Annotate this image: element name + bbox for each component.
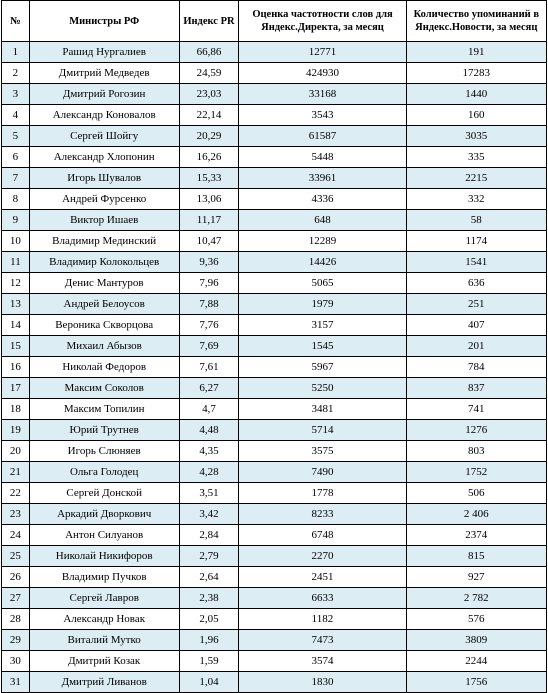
cell-news-mentions: 201 xyxy=(406,336,546,357)
cell-number: 29 xyxy=(2,630,30,651)
table-header xyxy=(2,1,547,42)
cell-minister-name: Владимир Колокольцев xyxy=(29,252,179,273)
cell-number: 13 xyxy=(2,294,30,315)
cell-news-mentions: 407 xyxy=(406,315,546,336)
cell-minister-name: Игорь Слюняев xyxy=(29,441,179,462)
table-row xyxy=(2,399,547,420)
cell-news-mentions: 1276 xyxy=(406,420,546,441)
cell-minister-name: Александр Коновалов xyxy=(29,105,179,126)
cell-minister-name: Андрей Фурсенко xyxy=(29,189,179,210)
cell-pr-index: 10,47 xyxy=(179,231,239,252)
table-row xyxy=(2,525,547,546)
header-news-mentions: Количество упоминаний в Яндекс.Новости, за месяц xyxy=(406,1,546,42)
table-row xyxy=(2,546,547,567)
cell-direct-frequency: 3575 xyxy=(239,441,406,462)
table-row xyxy=(2,252,547,273)
cell-number: 19 xyxy=(2,420,30,441)
cell-pr-index: 2,64 xyxy=(179,567,239,588)
table-row xyxy=(2,231,547,252)
table-row xyxy=(2,651,547,672)
cell-direct-frequency: 3481 xyxy=(239,399,406,420)
cell-pr-index: 15,33 xyxy=(179,168,239,189)
table-row xyxy=(2,567,547,588)
cell-number: 15 xyxy=(2,336,30,357)
cell-direct-frequency: 4336 xyxy=(239,189,406,210)
table-row xyxy=(2,336,547,357)
table-row xyxy=(2,168,547,189)
cell-news-mentions: 636 xyxy=(406,273,546,294)
cell-direct-frequency: 1182 xyxy=(239,609,406,630)
cell-pr-index: 7,69 xyxy=(179,336,239,357)
cell-direct-frequency: 1778 xyxy=(239,483,406,504)
header-row xyxy=(2,1,547,42)
cell-direct-frequency: 5714 xyxy=(239,420,406,441)
cell-pr-index: 9,36 xyxy=(179,252,239,273)
cell-news-mentions: 251 xyxy=(406,294,546,315)
table-row xyxy=(2,378,547,399)
cell-number: 16 xyxy=(2,357,30,378)
cell-pr-index: 11,17 xyxy=(179,210,239,231)
cell-direct-frequency: 12771 xyxy=(239,42,406,63)
cell-pr-index: 4,7 xyxy=(179,399,239,420)
cell-minister-name: Дмитрий Ливанов xyxy=(29,672,179,693)
cell-pr-index: 7,76 xyxy=(179,315,239,336)
cell-pr-index: 7,88 xyxy=(179,294,239,315)
cell-number: 4 xyxy=(2,105,30,126)
cell-news-mentions: 191 xyxy=(406,42,546,63)
cell-news-mentions: 335 xyxy=(406,147,546,168)
cell-news-mentions: 160 xyxy=(406,105,546,126)
cell-direct-frequency: 3543 xyxy=(239,105,406,126)
cell-news-mentions: 3809 xyxy=(406,630,546,651)
cell-number: 3 xyxy=(2,84,30,105)
cell-minister-name: Сергей Донской xyxy=(29,483,179,504)
cell-direct-frequency: 8233 xyxy=(239,504,406,525)
cell-number: 7 xyxy=(2,168,30,189)
cell-number: 28 xyxy=(2,609,30,630)
cell-number: 21 xyxy=(2,462,30,483)
cell-pr-index: 4,35 xyxy=(179,441,239,462)
table-row xyxy=(2,105,547,126)
cell-direct-frequency: 5065 xyxy=(239,273,406,294)
cell-pr-index: 7,61 xyxy=(179,357,239,378)
cell-direct-frequency: 1979 xyxy=(239,294,406,315)
cell-minister-name: Максим Соколов xyxy=(29,378,179,399)
cell-pr-index: 7,96 xyxy=(179,273,239,294)
header-number: № xyxy=(2,1,30,42)
cell-direct-frequency: 5250 xyxy=(239,378,406,399)
table-row xyxy=(2,609,547,630)
cell-minister-name: Сергей Лавров xyxy=(29,588,179,609)
table-row xyxy=(2,42,547,63)
cell-pr-index: 20,29 xyxy=(179,126,239,147)
table-row xyxy=(2,63,547,84)
table-body xyxy=(2,42,547,693)
cell-pr-index: 66,86 xyxy=(179,42,239,63)
cell-minister-name: Денис Мантуров xyxy=(29,273,179,294)
cell-pr-index: 4,48 xyxy=(179,420,239,441)
cell-news-mentions: 58 xyxy=(406,210,546,231)
cell-news-mentions: 1174 xyxy=(406,231,546,252)
cell-number: 11 xyxy=(2,252,30,273)
table-row xyxy=(2,315,547,336)
cell-news-mentions: 2374 xyxy=(406,525,546,546)
cell-number: 2 xyxy=(2,63,30,84)
cell-minister-name: Дмитрий Рогозин xyxy=(29,84,179,105)
cell-minister-name: Юрий Трутнев xyxy=(29,420,179,441)
cell-pr-index: 1,59 xyxy=(179,651,239,672)
cell-news-mentions: 1756 xyxy=(406,672,546,693)
cell-pr-index: 1,96 xyxy=(179,630,239,651)
cell-news-mentions: 1752 xyxy=(406,462,546,483)
cell-minister-name: Вероника Скворцова xyxy=(29,315,179,336)
cell-number: 18 xyxy=(2,399,30,420)
cell-number: 1 xyxy=(2,42,30,63)
cell-direct-frequency: 5967 xyxy=(239,357,406,378)
cell-minister-name: Александр Новак xyxy=(29,609,179,630)
cell-direct-frequency: 7473 xyxy=(239,630,406,651)
cell-direct-frequency: 7490 xyxy=(239,462,406,483)
cell-minister-name: Андрей Белоусов xyxy=(29,294,179,315)
header-pr-index: Индекс PR xyxy=(179,1,239,42)
cell-direct-frequency: 424930 xyxy=(239,63,406,84)
cell-number: 23 xyxy=(2,504,30,525)
cell-news-mentions: 927 xyxy=(406,567,546,588)
cell-pr-index: 24,59 xyxy=(179,63,239,84)
cell-number: 24 xyxy=(2,525,30,546)
cell-pr-index: 16,26 xyxy=(179,147,239,168)
table-row xyxy=(2,210,547,231)
cell-pr-index: 2,38 xyxy=(179,588,239,609)
cell-news-mentions: 1440 xyxy=(406,84,546,105)
cell-minister-name: Игорь Шувалов xyxy=(29,168,179,189)
table-row xyxy=(2,672,547,693)
cell-pr-index: 22,14 xyxy=(179,105,239,126)
cell-news-mentions: 815 xyxy=(406,546,546,567)
cell-pr-index: 13,06 xyxy=(179,189,239,210)
cell-direct-frequency: 6633 xyxy=(239,588,406,609)
cell-news-mentions: 2215 xyxy=(406,168,546,189)
cell-pr-index: 3,42 xyxy=(179,504,239,525)
table-row xyxy=(2,294,547,315)
cell-news-mentions: 2 782 xyxy=(406,588,546,609)
cell-minister-name: Антон Силуанов xyxy=(29,525,179,546)
cell-number: 8 xyxy=(2,189,30,210)
header-direct-frequency: Оценка частотности слов для Яндекс.Директа, за месяц xyxy=(239,1,406,42)
cell-minister-name: Виталий Мутко xyxy=(29,630,179,651)
cell-direct-frequency: 61587 xyxy=(239,126,406,147)
cell-number: 5 xyxy=(2,126,30,147)
cell-news-mentions: 803 xyxy=(406,441,546,462)
table-row xyxy=(2,357,547,378)
cell-news-mentions: 784 xyxy=(406,357,546,378)
cell-direct-frequency: 648 xyxy=(239,210,406,231)
cell-minister-name: Максим Топилин xyxy=(29,399,179,420)
table-row xyxy=(2,420,547,441)
cell-number: 25 xyxy=(2,546,30,567)
cell-direct-frequency: 33961 xyxy=(239,168,406,189)
cell-news-mentions: 576 xyxy=(406,609,546,630)
cell-news-mentions: 741 xyxy=(406,399,546,420)
cell-direct-frequency: 1830 xyxy=(239,672,406,693)
ministers-table xyxy=(1,0,547,693)
cell-direct-frequency: 5448 xyxy=(239,147,406,168)
cell-direct-frequency: 33168 xyxy=(239,84,406,105)
cell-direct-frequency: 2270 xyxy=(239,546,406,567)
cell-pr-index: 6,27 xyxy=(179,378,239,399)
cell-minister-name: Михаил Абызов xyxy=(29,336,179,357)
cell-news-mentions: 17283 xyxy=(406,63,546,84)
header-ministers: Министры РФ xyxy=(29,1,179,42)
cell-news-mentions: 2244 xyxy=(406,651,546,672)
cell-minister-name: Сергей Шойгу xyxy=(29,126,179,147)
cell-minister-name: Александр Хлопонин xyxy=(29,147,179,168)
cell-direct-frequency: 3157 xyxy=(239,315,406,336)
cell-direct-frequency: 14426 xyxy=(239,252,406,273)
cell-number: 27 xyxy=(2,588,30,609)
cell-number: 20 xyxy=(2,441,30,462)
cell-number: 10 xyxy=(2,231,30,252)
cell-direct-frequency: 6748 xyxy=(239,525,406,546)
cell-direct-frequency: 12289 xyxy=(239,231,406,252)
cell-number: 12 xyxy=(2,273,30,294)
cell-minister-name: Дмитрий Медведев xyxy=(29,63,179,84)
table-row xyxy=(2,504,547,525)
cell-number: 22 xyxy=(2,483,30,504)
cell-news-mentions: 837 xyxy=(406,378,546,399)
cell-minister-name: Аркадий Дворкович xyxy=(29,504,179,525)
table-row xyxy=(2,273,547,294)
table-row xyxy=(2,84,547,105)
cell-minister-name: Владимир Мединский xyxy=(29,231,179,252)
cell-pr-index: 23,03 xyxy=(179,84,239,105)
cell-minister-name: Николай Никифоров xyxy=(29,546,179,567)
cell-number: 14 xyxy=(2,315,30,336)
table-row xyxy=(2,441,547,462)
cell-direct-frequency: 3574 xyxy=(239,651,406,672)
cell-number: 31 xyxy=(2,672,30,693)
table-row xyxy=(2,462,547,483)
cell-pr-index: 1,04 xyxy=(179,672,239,693)
cell-pr-index: 2,79 xyxy=(179,546,239,567)
cell-news-mentions: 2 406 xyxy=(406,504,546,525)
cell-number: 6 xyxy=(2,147,30,168)
table-row xyxy=(2,126,547,147)
cell-minister-name: Владимир Пучков xyxy=(29,567,179,588)
cell-minister-name: Николай Федоров xyxy=(29,357,179,378)
table-row xyxy=(2,483,547,504)
cell-minister-name: Рашид Нургалиев xyxy=(29,42,179,63)
cell-pr-index: 4,28 xyxy=(179,462,239,483)
cell-direct-frequency: 1545 xyxy=(239,336,406,357)
table-row xyxy=(2,189,547,210)
table-row xyxy=(2,630,547,651)
cell-news-mentions: 332 xyxy=(406,189,546,210)
cell-pr-index: 2,05 xyxy=(179,609,239,630)
cell-number: 30 xyxy=(2,651,30,672)
cell-pr-index: 2,84 xyxy=(179,525,239,546)
cell-direct-frequency: 2451 xyxy=(239,567,406,588)
cell-pr-index: 3,51 xyxy=(179,483,239,504)
table-row xyxy=(2,147,547,168)
cell-number: 26 xyxy=(2,567,30,588)
table-row xyxy=(2,588,547,609)
cell-minister-name: Дмитрий Козак xyxy=(29,651,179,672)
cell-news-mentions: 506 xyxy=(406,483,546,504)
cell-number: 9 xyxy=(2,210,30,231)
cell-news-mentions: 1541 xyxy=(406,252,546,273)
cell-minister-name: Виктор Ишаев xyxy=(29,210,179,231)
cell-number: 17 xyxy=(2,378,30,399)
cell-news-mentions: 3035 xyxy=(406,126,546,147)
cell-minister-name: Ольга Голодец xyxy=(29,462,179,483)
